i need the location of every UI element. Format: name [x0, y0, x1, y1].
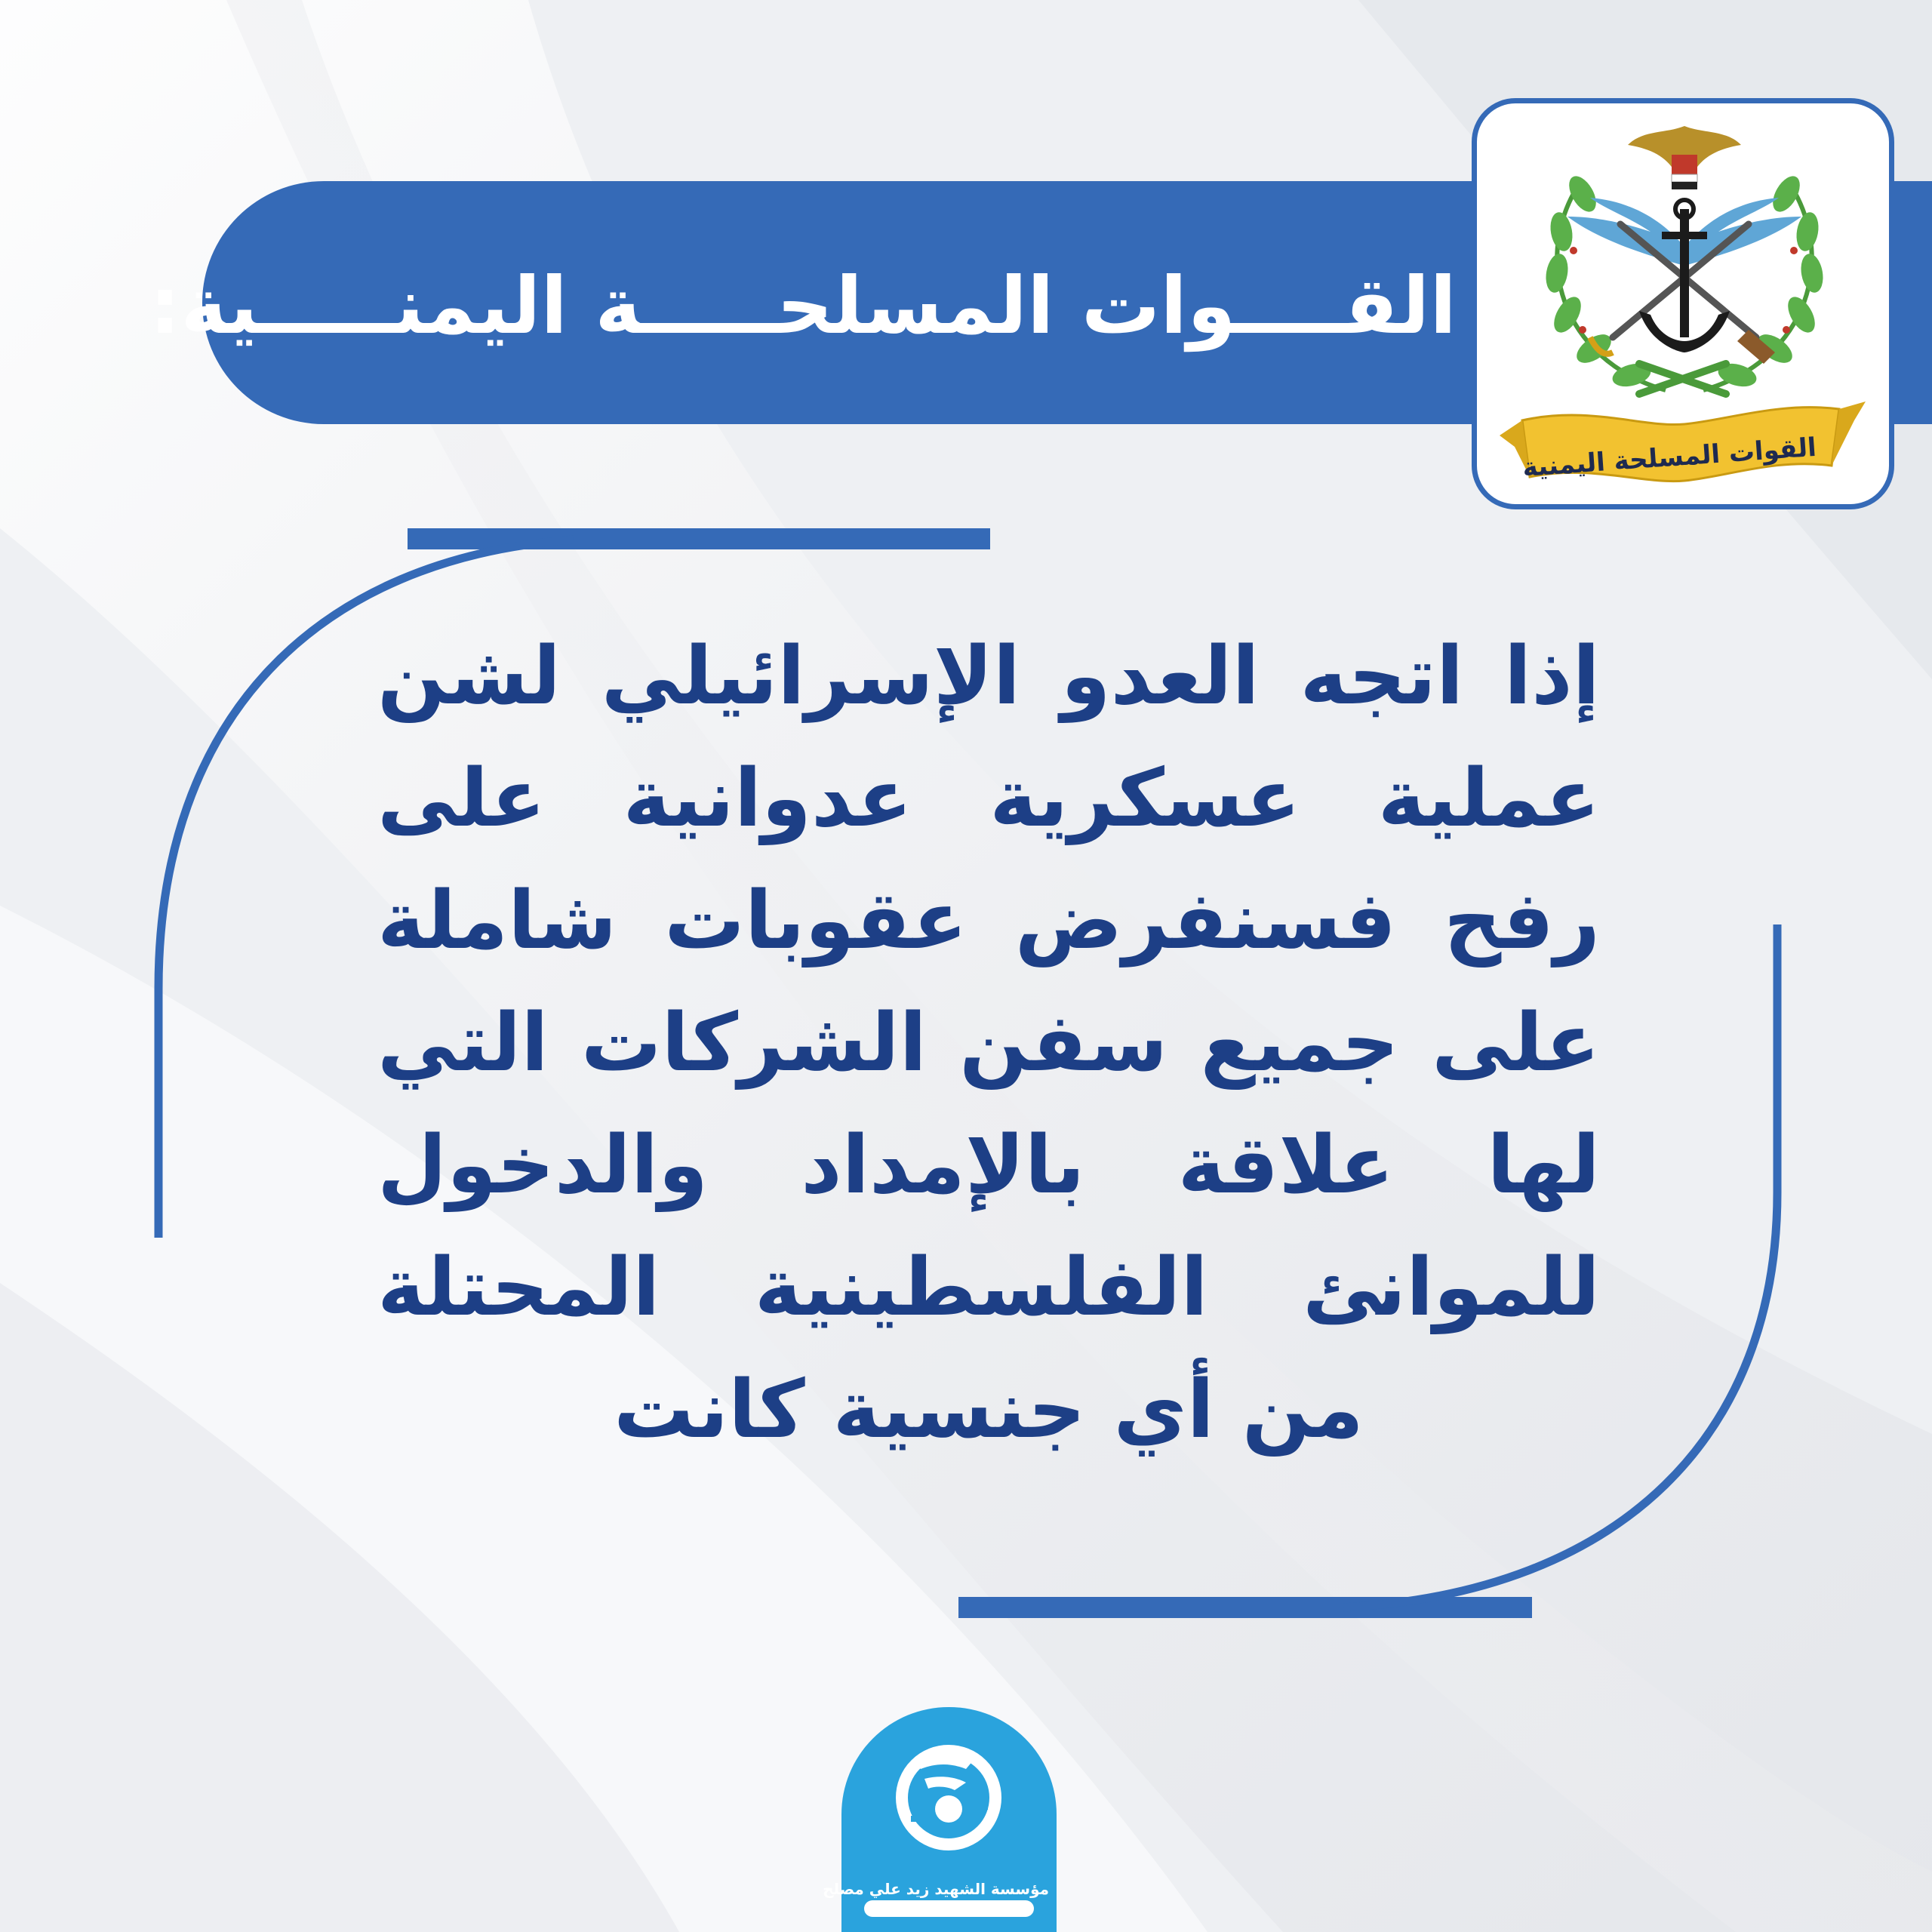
foundation-tagline-bar: [864, 1900, 1034, 1917]
page-title: القــــوات المسلحـــــة اليمنـــــية:: [149, 260, 1457, 352]
foundation-badge: [823, 1707, 1057, 1932]
statement-text: إذا اتجه العدو الإسرائيلي لشن عملية عسكرية عدوانية على رفح فسنفرض عقوبات شاملة على جميع سفن الشركات التي لها علاقة بالإمداد والدخول للموانئ الفلسطينية المحتلة من أي جنسية كانت: [377, 629, 1600, 1456]
frame-bottom-bar: [958, 1597, 1532, 1618]
emblem-banner-text: القوات المسلحة اليمنية: [1521, 432, 1817, 483]
foundation-name: مؤسسة الشهيد زيد علي مصلح: [823, 1880, 1049, 1898]
